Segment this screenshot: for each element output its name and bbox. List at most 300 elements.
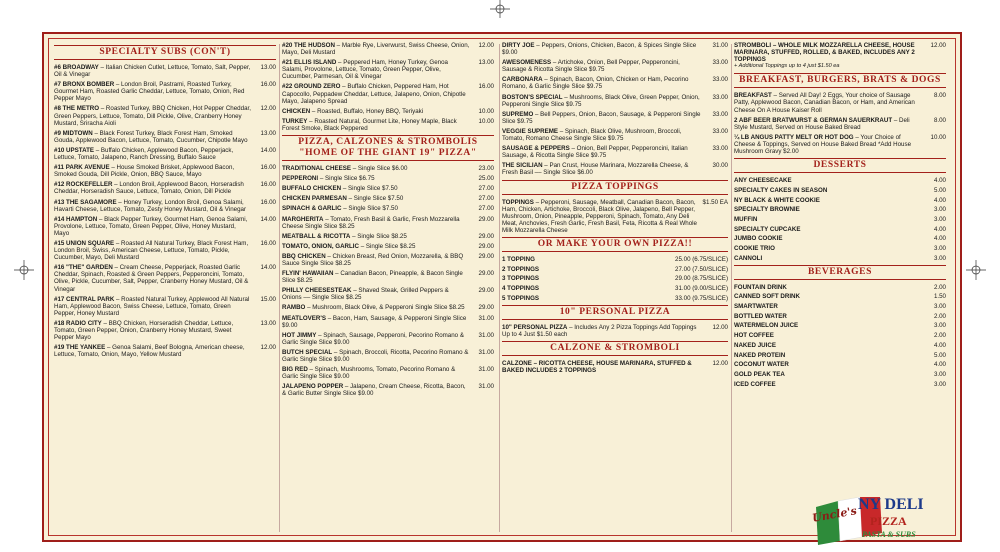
item-name: MEATLOVER'S (282, 314, 326, 322)
section-title-make-your-own: OR MAKE YOUR OWN PIZZA!! (502, 237, 728, 252)
item-price: 27.00 (478, 185, 494, 193)
list-item (734, 322, 946, 329)
item-desc: – Tomato, Fresh Basil & Garlic, Fresh Mozzarella Cheese Single Slice $8.25 (282, 215, 460, 230)
make-your-own-list (502, 256, 728, 302)
list-item (282, 233, 494, 240)
list-item (54, 264, 276, 292)
item-desc: – Spinach, Sausage, Pepperoni, Pecorino Romano & Garlic Single Slice $9.00 (282, 331, 464, 346)
item-price: 14.00 (260, 215, 276, 223)
specialty-pizza-list (502, 42, 728, 177)
item-desc: – Served All Day! 2 Eggs, Your choice of Sausage Patty, Applewood Bacon, Canadian Bacon, or Ham, and American Cheese On A House Kaiser Roll (734, 92, 915, 114)
item-desc: – London Broil, Applewood Bacon, Horseradish Cheddar, Horseradish Sauce, Lettuce, Tomato, Onion, Dill Pickle (54, 181, 244, 196)
item-desc: – Black Pepper Turkey, Gourmet Ham, Genoa Salami, Provolone, Lettuce, Tomato, Green Pepper, Olive, Honey Mustard, Mayo (54, 215, 248, 237)
list-item (54, 240, 276, 261)
item-name: BIG RED (282, 366, 308, 374)
item-price: 2.00 (933, 312, 946, 320)
pizza-list (282, 165, 494, 397)
list-item (282, 216, 494, 230)
item-desc: – Genoa Salami, Beef Bologna, American cheese, Lettuce, Tomato, Onion, Mayo, Yellow Mustard (54, 344, 245, 359)
item-name: #18 RADIO CITY (54, 319, 102, 327)
item-price: 16.00 (260, 198, 276, 206)
item-name: COOKIE TRIO (734, 244, 775, 252)
item-name: 5 TOPPINGS (502, 294, 540, 302)
item-price: 5.00 (933, 186, 946, 194)
item-name: NAKED PROTEIN (734, 351, 786, 359)
list-item (734, 117, 946, 131)
list-item (734, 313, 946, 320)
item-price: 14.00 (260, 264, 276, 272)
list-item (282, 195, 494, 202)
item-price: 10.00 (478, 107, 494, 115)
item-price: 16.00 (260, 181, 276, 189)
item-name: BOSTON'S SPECIAL (502, 93, 563, 101)
item-name: NAKED JUICE (734, 341, 776, 349)
item-desc: – Includes Any 2 Pizza Toppings Add Toppings Up to 4 Just $1.50 each (502, 323, 697, 338)
item-price: 29.00 (8.75/SLICE) (675, 275, 728, 283)
item-name: #11 PARK AVENUE (54, 164, 110, 172)
section-title-calzone: CALZONE & STROMBOLI (502, 341, 728, 356)
item-name: COCONUT WATER (734, 361, 789, 369)
item-name: AWESOMENESS (502, 59, 552, 67)
item-price: 14.00 (260, 146, 276, 154)
list-item (734, 332, 946, 339)
item-name: #7 BRONX BOMBER (54, 81, 115, 89)
list-item (282, 287, 494, 301)
item-price: 13.00 (478, 59, 494, 67)
item-price: 4.00 (933, 225, 946, 233)
list-item (54, 164, 276, 178)
list-item (734, 245, 946, 252)
item-desc: – House Smoked Brisket, Applewood Bacon, Smoked Gouda, Dill Pickle, Onion, BBQ Sauce, Mayo (54, 164, 235, 179)
list-item (282, 332, 494, 346)
section-title-toppings: PIZZA TOPPINGS (502, 180, 728, 195)
item-price: 2.00 (933, 332, 946, 340)
item-price: 25.00 (6.75/SLICE) (675, 255, 728, 263)
item-name: #21 ELLIS ISLAND (282, 59, 337, 67)
column-breakfast-desserts (734, 42, 946, 539)
item-desc: – Bell Peppers, Onion, Bacon, Sausage, & Pepperoni Single Slice $9.75 (502, 110, 701, 125)
item-desc: – Roasted, Buffalo, Honey BBQ, Teriyaki (310, 107, 424, 115)
section-title-pizza: PIZZA, CALZONES & STROMBOLIS "HOME OF THE GIANT 19" PIZZA" (282, 135, 494, 161)
item-name: 4 TOPPINGS (502, 285, 540, 293)
item-desc: – Honey Turkey, London Broil, Genoa Salami, Havarti Cheese, Lettuce, Tomato, Zesty Honey Mustard, Oil & Vinegar (54, 198, 247, 213)
more-subs-list (282, 42, 494, 132)
item-price: 3.00 (933, 322, 946, 330)
list-item (54, 105, 276, 126)
item-price: 13.00 (260, 319, 276, 327)
item-name: #15 UNION SQUARE (54, 239, 115, 247)
item-name: CALZONE – RICOTTA CHEESE, HOUSE MARINARA, STUFFED & BAKED INCLUDES 2 TOPPINGS (502, 360, 692, 375)
item-name: 1 TOPPING (502, 255, 535, 263)
desserts-list (734, 177, 946, 262)
list-item (282, 243, 494, 250)
list-item (734, 226, 946, 233)
logo-script: Uncle's (811, 504, 858, 525)
column-divider (279, 44, 280, 532)
section-title-beverages: BEVERAGES (734, 265, 946, 280)
item-desc: – BBQ Chicken, Horseradish Cheddar, Lettuce, Tomato, Green Pepper, Onion, Cranberry Honey Mustard, Sweet Pepper Mayo (54, 319, 234, 342)
item-price: 12.00 (712, 360, 728, 367)
item-name: 2 TOPPINGS (502, 265, 540, 273)
item-name: TOMATO, ONION, GARLIC (282, 242, 359, 250)
item-desc: – Jalapeno, Cream Cheese, Ricotta, Bacon, & Garlic Butter Single Slice $9.00 (282, 383, 466, 398)
column-specialty-subs (54, 42, 276, 361)
item-desc: – Roasted Turkey, BBQ Chicken, Hot Pepper Cheddar, Green Peppers, Lettuce, Tomato, Dill Pickle, Olive, Cranberry Honey Mustard, Sriracha Aioli (54, 105, 251, 127)
list-item (734, 216, 946, 223)
item-name: MARGHERITA (282, 215, 324, 223)
item-desc: – Spinach, Mushrooms, Tomato, Pecorino Romano & Garlic Single Slice $9.00 (282, 366, 456, 381)
section-title-specialty-subs: SPECIALTY SUBS (CON'T) (54, 45, 276, 60)
item-name: SPECIALTY CUPCAKE (734, 225, 801, 233)
item-name: HOT COFFEE (734, 332, 774, 340)
item-name: #19 THE YANKEE (54, 344, 106, 352)
item-price: 8.00 (933, 116, 946, 124)
item-name: #14 HAMPTON (54, 215, 98, 223)
item-name: #17 CENTRAL PARK (54, 295, 115, 303)
item-name: RAMBO (282, 304, 306, 312)
item-name: #9 MIDTOWN (54, 129, 93, 137)
item-name: NY BLACK & WHITE COOKIE (734, 196, 820, 204)
item-name: WATERMELON JUICE (734, 322, 799, 330)
crop-mark-right (966, 258, 986, 282)
logo (810, 497, 930, 547)
logo-line1: NY DELI (858, 496, 924, 513)
item-price: 29.00 (478, 287, 494, 295)
item-price: 33.00 (712, 110, 728, 118)
item-desc: – Chicken Breast, Red Onion, Mozzarella, & BBQ Sauce Single Slice $8.25 (282, 252, 464, 267)
item-name: FOUNTAIN DRINK (734, 283, 787, 291)
item-price: 4.00 (933, 177, 946, 185)
item-desc: – Single Slice $8.25 (359, 242, 416, 250)
list-item (282, 270, 494, 284)
item-price: 12.00 (930, 42, 946, 49)
item-price: 31.00 (9.00/SLICE) (675, 285, 728, 293)
list-item (502, 111, 728, 125)
item-name: SPINACH & GARLIC (282, 205, 342, 213)
item-price: 12.00 (260, 105, 276, 113)
list-item (734, 235, 946, 242)
item-price: 29.00 (478, 270, 494, 278)
item-price: 4.00 (933, 196, 946, 204)
list-item (734, 284, 946, 291)
column-pizza-cont (502, 42, 728, 377)
item-desc: – Onion, Bell Pepper, Pepperoncini, Italian Sausage, & Ricotta Single Slice $9.75 (502, 145, 688, 160)
item-desc: – Spinach, Broccoli, Ricotta, Pecorino Romano & Garlic Single Slice $9.00 (282, 348, 469, 363)
item-name: TURKEY (282, 117, 308, 125)
list-item (734, 197, 946, 204)
list-item (282, 349, 494, 363)
column-pizza (282, 42, 494, 400)
list-item (502, 324, 728, 338)
breakfast-list (734, 92, 946, 155)
list-item (502, 42, 728, 56)
item-desc: – Bacon, Ham, Sausage, & Pepperoni Single Slice $9.00 (282, 314, 467, 329)
item-price: 33.00 (712, 93, 728, 101)
list-item (734, 134, 946, 155)
item-price: 31.00 (478, 348, 494, 356)
item-desc: – Pan Crust, House Marinara, Mozzarella Cheese, & Fresh Basil –– Single Slice $6.00 (502, 162, 689, 177)
item-price: 10.00 (478, 117, 494, 125)
item-price: 33.00 (9.75/SLICE) (675, 294, 728, 302)
item-name: CHICKEN (282, 107, 311, 115)
crop-mark-left (14, 258, 34, 282)
beverages-list (734, 284, 946, 388)
list-item (734, 42, 946, 70)
list-item (734, 361, 946, 368)
menu-panel (42, 32, 962, 542)
list-item (502, 199, 728, 234)
list-item (502, 295, 728, 302)
item-price: 30.00 (712, 162, 728, 170)
item-name: BOTTLED WATER (734, 312, 787, 320)
list-item (502, 360, 728, 374)
item-name: CHICKEN PARMESAN (282, 195, 347, 203)
item-name: #8 THE METRO (54, 105, 100, 113)
list-item (502, 266, 728, 273)
item-desc: – Roasted All Natural Turkey, Black Forest Ham, London Broil, Swiss, American Cheese, Lettuce, Tomato, Pickle, Cucumber, Mayo, Deli Mustard (54, 239, 249, 262)
item-name: ¼ LB ANGUS PATTY MELT OR HOT DOG (734, 133, 854, 141)
item-price: 3.00 (933, 254, 946, 262)
list-item (502, 145, 728, 159)
item-name: GOLD PEAK TEA (734, 370, 785, 378)
logo-line2: PIZZA (870, 514, 907, 528)
list-item (54, 344, 276, 358)
item-desc: – Single Slice $7.50 (341, 205, 398, 213)
list-item (282, 59, 494, 80)
item-price: 10.00 (930, 133, 946, 141)
item-price: 1.50 (933, 293, 946, 301)
item-price: 31.00 (478, 331, 494, 339)
item-desc: – Spinach, Bacon, Onion, Chicken or Ham, Pecorino Romano, & Garlic Single Slice $9.75 (502, 76, 689, 91)
list-item (502, 76, 728, 90)
item-price: 31.00 (712, 42, 728, 49)
list-item (282, 175, 494, 182)
item-name: #6 BROADWAY (54, 64, 99, 71)
item-desc: – Roasted Natural Turkey, Applewood All Natural Ham, Applewood Bacon, Swiss Cheese, Lettuce, Tomato, Green Pepper, Honey Mustard (54, 295, 250, 317)
item-price: 4.00 (933, 361, 946, 369)
item-name: MUFFIN (734, 215, 758, 223)
list-item (282, 185, 494, 192)
item-desc: – Single Slice $7.50 (341, 185, 398, 193)
item-price: 29.00 (478, 304, 494, 312)
item-desc: – Black Forest Turkey, Black Forest Ham, Smoked Gouda, Applewood Bacon, Lettuce, Tomato, Cucumber, Chipotle Mayo (54, 129, 248, 144)
item-price: $1.50 EA (702, 198, 728, 206)
item-price: 33.00 (712, 59, 728, 67)
item-price: 15.00 (260, 295, 276, 303)
logo-line3: PASTA & SUBS (862, 530, 916, 539)
item-name: MEATBALL & RICOTTA (282, 232, 351, 240)
item-name: CANNED SOFT DRINK (734, 293, 800, 301)
item-name: JALAPENO POPPER (282, 383, 344, 391)
item-price: 29.00 (478, 242, 494, 250)
list-item (282, 205, 494, 212)
list-item (734, 293, 946, 300)
item-name: BREAKFAST (734, 92, 772, 100)
item-name: SMARTWATER (734, 303, 778, 311)
item-price: 12.00 (260, 344, 276, 352)
item-name: 10" PERSONAL PIZZA (502, 323, 568, 331)
item-price: 33.00 (712, 127, 728, 135)
item-name: SPECIALTY CAKES IN SEASON (734, 186, 828, 194)
list-item (502, 275, 728, 282)
item-price: 8.00 (933, 92, 946, 100)
item-price: 3.00 (933, 380, 946, 388)
item-price: 4.00 (933, 235, 946, 243)
list-item (54, 130, 276, 144)
item-price: 5.00 (933, 351, 946, 359)
item-name: SAUSAGE & PEPPERS (502, 145, 570, 153)
item-desc: – Your Choice of Cheese & Toppings, Served on House Baked Bread *Add House Mushroom Gravy $2.00 (734, 133, 912, 156)
item-desc: – Peppered Ham, Honey Turkey, Genoa Salami, Provolone, Lettuce, Tomato, Green Pepper, Olive, Cucumber, Parmesan, Oil & Vinegar (282, 59, 448, 81)
item-desc: – Single Slice $6.75 (318, 175, 375, 183)
item-name: FLYIN' HAWAIIAN (282, 270, 334, 278)
item-desc: – Pepperoni, Sausage, Meatball, Canadian Bacon, Bacon, Ham, Chicken, Artichoke, Broccoli, Black Olive, Jalapeno, Bell Pepper, Mushroom, Onion, Pineapple, Pepperoni, Spinach, Tomato, Any Deli Meat, Anchovies, Fresh Garlic, Fresh Basil, Feta, Ricotta & Real Whole Milk Mozzarella Cheese (502, 198, 697, 234)
section-title-personal-pizza: 10" PERSONAL PIZZA (502, 305, 728, 320)
item-price: 29.00 (478, 215, 494, 223)
item-price: 12.00 (712, 323, 728, 331)
list-item (282, 383, 494, 397)
item-desc: – Italian Chicken Cutlet, Lettuce, Tomato, Salt, Pepper, Oil & Vinegar (54, 64, 251, 79)
item-desc: – Cream Cheese, Pepperjack, Roasted Garlic Cheddar, Spinach, Roasted & Green Peppers, Pepperoncini, Tomato, Olive, Pickle, Cucumber, Salt, Pepper, Cranberry Honey Mustard, Oil & Vinegar (54, 264, 249, 293)
item-price: 16.00 (260, 164, 276, 172)
list-item (502, 128, 728, 142)
item-name: 2 ABF BEER BRATWURST & GERMAN SAUERKRAUT (734, 116, 893, 124)
item-price: 23.00 (478, 165, 494, 173)
item-name: PHILLY CHEESESTEAK (282, 287, 352, 295)
item-name: #10 UPSTATE (54, 146, 94, 154)
list-item (54, 64, 276, 78)
specialty-subs-list (54, 64, 276, 358)
item-price: 2.00 (933, 283, 946, 291)
list-item (282, 366, 494, 380)
item-desc: – Artichoke, Onion, Bell Pepper, Pepperoncini, Sausage & Ricotta Single Slice $9.75 (502, 59, 680, 74)
list-item (282, 315, 494, 329)
list-item (54, 216, 276, 237)
item-name: VEGGIE SUPREME (502, 127, 559, 135)
item-name: JUMBO COOKIE (734, 235, 783, 243)
column-divider (499, 44, 500, 532)
crop-mark-top (488, 0, 512, 18)
item-name: SUPREMO (502, 110, 534, 118)
list-item (282, 83, 494, 104)
item-name: ICED COFFEE (734, 380, 776, 388)
list-item (734, 255, 946, 262)
list-item (282, 108, 494, 115)
section-title-breakfast: BREAKFAST, BURGERS, BRATS & DOGS (734, 73, 946, 88)
item-price: 27.00 (7.50/SLICE) (675, 265, 728, 273)
item-name: #22 GROUND ZERO (282, 83, 341, 91)
item-price: 31.00 (478, 314, 494, 322)
item-price: 25.00 (478, 175, 494, 183)
list-item (54, 199, 276, 213)
list-item (282, 42, 494, 56)
list-item (734, 371, 946, 378)
item-price: 13.00 (260, 129, 276, 137)
item-desc: – Single Slice $6.00 (350, 165, 408, 173)
item-desc: – Spinach, Black Olive, Mushroom, Broccoli, Tomato, Romano Cheese Single Slice $9.75 (502, 127, 682, 143)
list-item (502, 256, 728, 263)
item-price: 3.00 (933, 215, 946, 223)
list-item (502, 59, 728, 73)
list-item (502, 285, 728, 292)
item-price: 3.00 (933, 206, 946, 214)
list-item (54, 320, 276, 341)
list-item (734, 381, 946, 388)
item-price: 3.00 (933, 244, 946, 252)
item-name: STROMBOLI – WHOLE MILK MOZZARELLA CHEESE, HOUSE MARINARA, STUFFED, ROLLED, & BAKED, INCLUDES ANY 2 TOPPINGS (734, 42, 915, 64)
item-name: CANNOLI (734, 254, 763, 262)
list-item (54, 181, 276, 195)
item-desc: – Roasted Natural, Gourmet Lite, Honey Maple, Black Forest Smoke, Black Peppered (282, 117, 457, 132)
item-name: #16 "THE" GARDEN (54, 264, 113, 272)
item-price: 33.00 (712, 76, 728, 84)
list-item (282, 304, 494, 311)
list-item (734, 352, 946, 359)
item-price: 31.00 (478, 383, 494, 391)
item-name: BBQ CHICKEN (282, 252, 326, 260)
item-price: 3.00 (933, 303, 946, 311)
item-desc: – Mushrooms, Black Olive, Green Pepper, Onion, Pepperoni Single Slice $9.75 (502, 93, 700, 108)
item-name: DIRTY JOE (502, 42, 535, 49)
list-item (502, 94, 728, 108)
list-item (734, 92, 946, 113)
item-name: HOT JIMMY (282, 331, 317, 339)
item-name: PEPPERONI (282, 175, 319, 183)
item-desc: – London Broil, Pastrami, Roasted Turkey, Gourmet Ham, Roasted Garlic Cheddar, Lettuce, Tomato, Onion, Red Pepper Mayo (54, 81, 245, 103)
item-price: 31.00 (478, 366, 494, 374)
item-desc: – Canadian Bacon, Pineapple, & Bacon Single Slice $8.25 (282, 270, 463, 285)
list-item (282, 253, 494, 267)
list-item (54, 81, 276, 102)
item-price: 12.00 (478, 42, 494, 49)
item-name: TRADITIONAL CHEESE (282, 165, 351, 173)
item-name: BUFFALO CHICKEN (282, 185, 342, 193)
item-price: 16.00 (260, 239, 276, 247)
item-price: 27.00 (478, 195, 494, 203)
item-desc: – Buffalo Chicken, Peppered Ham, Hot Capocollo, Peppadew Cheddar, Lettuce, Jalapeno, Onion, Chipotle Mayo, Jalapeno Spread (282, 83, 466, 105)
list-item (282, 165, 494, 172)
item-name: #13 THE SAGAMORE (54, 198, 117, 206)
item-name: ANY CHEESECAKE (734, 177, 792, 185)
item-desc: – Single Slice $8.25 (350, 232, 407, 240)
item-desc: – Peppers, Onions, Chicken, Bacon, & Spices Single Slice $9.00 (502, 42, 697, 57)
item-price: 13.00 (260, 64, 276, 71)
item-desc: – Mushroom, Black Olive, & Pepperoni Single Slice $8.25 (305, 304, 465, 312)
list-item (502, 162, 728, 176)
list-item (734, 187, 946, 194)
item-name: CARBONARA (502, 76, 543, 84)
item-desc: – Marble Rye, Liverwurst, Swiss Cheese, Onion, Mayo, Deli Mustard (282, 42, 470, 57)
item-price: 33.00 (712, 145, 728, 153)
section-title-desserts: DESSERTS (734, 158, 946, 173)
item-price: 16.00 (478, 83, 494, 91)
item-price: 29.00 (478, 252, 494, 260)
item-note: + Additional Toppings up to 4 just $1.50 ea (734, 63, 840, 70)
item-desc: – Deli Style Mustard, Served on House Baked Bread (734, 116, 910, 131)
list-item (734, 206, 946, 213)
list-item (734, 303, 946, 310)
item-name: 3 TOPPINGS (502, 275, 540, 283)
item-desc: – Single Slice $7.50 (346, 195, 404, 203)
list-item (734, 177, 946, 184)
list-item (54, 296, 276, 317)
column-divider (731, 44, 732, 532)
item-desc: – Buffalo Chicken, Applewood Bacon, Pepperjack, Lettuce, Tomato, Jalapeno, Ranch Dressing, Buffalo Sauce (54, 146, 234, 162)
item-price: 4.00 (933, 341, 946, 349)
item-price: 27.00 (478, 205, 494, 213)
list-item (734, 342, 946, 349)
item-name: SPECIALTY BROWNIE (734, 206, 800, 214)
